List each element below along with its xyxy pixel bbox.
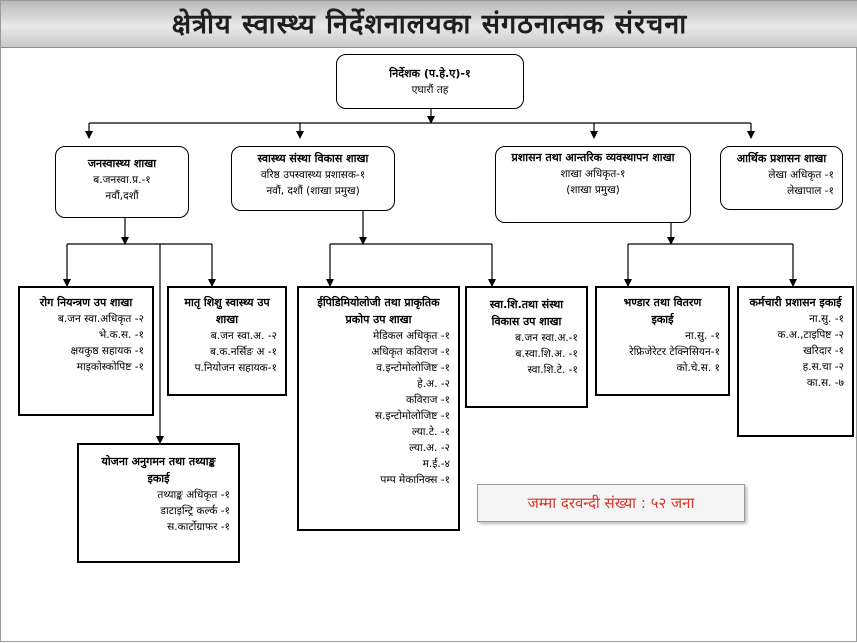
unit-line: क.अ.,टाइपिष्ट -२ [777, 329, 844, 341]
unit-line: अधिकृत कविराज -१ [371, 346, 450, 358]
branch-line: नवौं, दशौं (शाखा प्रमुख) [266, 185, 360, 197]
branch-title: जनस्वास्थ्य शाखा [87, 157, 157, 170]
unit-planning-monitoring [77, 443, 240, 563]
unit-line: ना.सु. -१ [809, 313, 844, 325]
unit-line: भे.क.स. -१ [98, 329, 144, 341]
branch-title: स्वास्थ्य संस्था विकास शाखा [257, 152, 369, 165]
director-title: निर्देशक (प.हे.ए)-१ [389, 67, 471, 80]
branch-financial-administration [720, 146, 843, 210]
unit-line: खरिदार -१ [803, 345, 844, 357]
unit-staff-administration [737, 286, 854, 437]
unit-line: ह.स.चा -२ [802, 361, 844, 373]
branch-line: लेखापाल -१ [787, 185, 834, 197]
total-positions-box: जम्मा दरवन्दी संख्या : ५२ जना [477, 484, 745, 522]
director-box [336, 54, 524, 109]
unit-line: स.इन्टोमोलोजिष्ट -१ [375, 410, 450, 422]
branch-administration [495, 146, 691, 223]
unit-line: ल्या.अ. -२ [409, 442, 450, 454]
unit-title: रोग नियन्त्रण उप शाखा [39, 296, 133, 309]
unit-line: तथ्याङ्क अधिकृत -१ [157, 489, 230, 501]
unit-line: ना.सु. -१ [685, 330, 720, 342]
unit-line: डाटाइन्ट्रि कर्ल्क -१ [160, 505, 230, 517]
unit-line: को.चे.स. १ [676, 362, 720, 374]
branch-line: वरिष्ठ उपस्वास्थ्य प्रशासक-१ [260, 169, 366, 181]
branch-title: आर्थिक प्रशासन शाखा [736, 152, 827, 165]
branch-line: शाखा अधिकृत-१ [560, 168, 626, 180]
branch-line: नवौं,दशौं [105, 190, 139, 202]
unit-line: मेडिकल अधिकृत -१ [373, 330, 450, 342]
unit-line: ल्या.टे. -१ [411, 426, 450, 438]
unit-line: ब.जन स्वा.अधिकृत -२ [57, 313, 144, 325]
unit-line: ब.क.नर्सिङ अ -१ [209, 346, 277, 358]
unit-line: माइकोस्कोपिष्ट -१ [76, 361, 144, 373]
unit-line: क्षयकुष्ठ सहायक -१ [70, 345, 144, 357]
branch-public-health [55, 146, 189, 218]
unit-epidemiology [297, 286, 460, 531]
unit-maternal-child-health [167, 286, 287, 396]
unit-title: ईपिडिमियोलोजी तथा प्राकृतिक प्रकोप उप शाखा [317, 296, 440, 326]
unit-line: प.नियोजन सहायक-१ [194, 362, 277, 374]
unit-title: भण्डार तथा वितरण इकाई [623, 296, 702, 326]
unit-line: पम्प मेकानिक्स -१ [380, 474, 450, 486]
unit-title: स्वा.शि.तथा संस्था विकास उप शाखा [489, 298, 564, 328]
branch-line: (शाखा प्रमुख) [566, 184, 620, 196]
unit-line: कविराज -१ [405, 394, 450, 406]
unit-line: ब.जन स्वा.अ.-१ [515, 332, 578, 344]
unit-line: रेफ्रिजेरेटर टेक्निसियन-१ [629, 346, 720, 358]
unit-title: योजना अनुगमन तथा तथ्याङ्क इकाई [101, 455, 216, 485]
branch-title: प्रशासन तथा आन्तरिक व्यवस्थापन शाखा [511, 151, 675, 164]
unit-line: हे.अ. -२ [417, 378, 450, 390]
unit-line: ब.स्वा.शि.अ. -१ [515, 348, 578, 360]
unit-line: स.कार्टोग्राफर -१ [167, 521, 230, 533]
unit-disease-control [18, 286, 154, 416]
unit-line: व.इन्टोमोलोजिष्ट -१ [376, 362, 450, 374]
unit-store-distribution [595, 286, 730, 396]
branch-institution-development [231, 146, 395, 211]
unit-line: का.स. -७ [806, 377, 844, 389]
branch-line: ब.जनस्वा.प्र.-१ [93, 174, 151, 186]
branch-line: लेखा अधिकृत -१ [768, 169, 834, 181]
unit-line: स्वा.शि.टे. -१ [527, 364, 578, 376]
unit-line: म.ई.-४ [422, 458, 450, 470]
page-title: क्षेत्रीय स्वास्थ्य निर्देशनालयका संगठनात्मक संरचना [171, 9, 688, 40]
unit-title: मातृ शिशु स्वास्थ्य उप शाखा [184, 296, 270, 326]
unit-title: कर्मचारी प्रशासन इकाई [749, 296, 842, 309]
unit-line: ब.जन स्वा.अ. -२ [210, 330, 277, 342]
director-level: एघारौं तह [411, 84, 449, 96]
unit-health-education [465, 286, 588, 408]
